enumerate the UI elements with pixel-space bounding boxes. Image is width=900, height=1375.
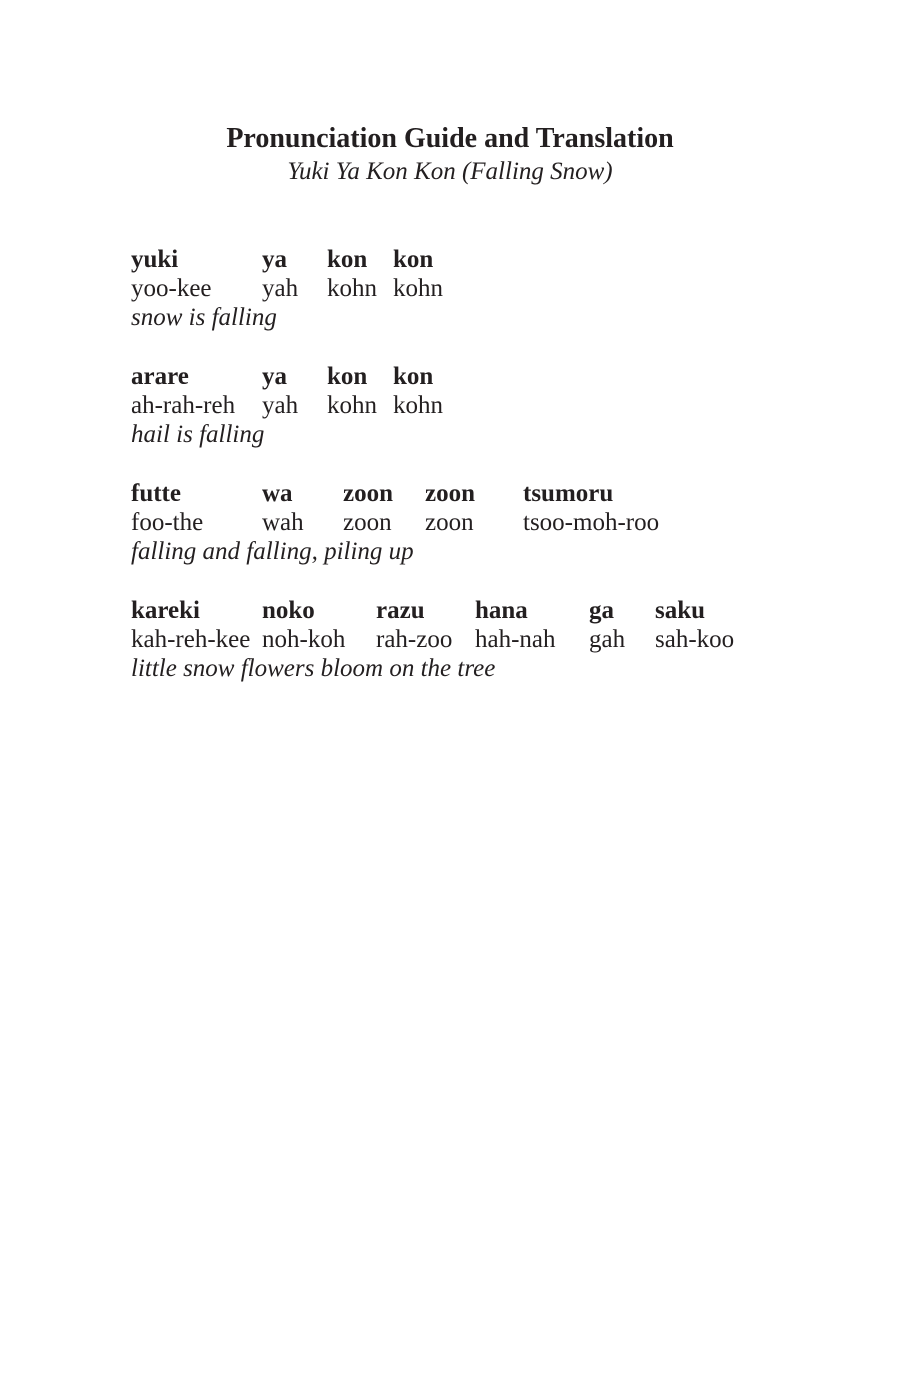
japanese-word: kon [393, 363, 434, 390]
translation-text: hail is falling [131, 421, 265, 448]
japanese-word: kon [327, 246, 368, 273]
page-title: Pronunciation Guide and Translation [226, 123, 674, 154]
pronunciation-word: kah-reh-kee [131, 626, 251, 653]
stanza-2 [131, 362, 831, 449]
japanese-word: noko [262, 597, 315, 624]
japanese-word: hana [475, 597, 528, 624]
japanese-words-row [131, 362, 831, 391]
japanese-words-row [131, 596, 831, 625]
pronunciation-word: tsoo-moh-roo [523, 509, 660, 536]
pronunciation-word: sah-koo [655, 626, 735, 653]
stanza-4 [131, 596, 831, 683]
translation-row [131, 537, 831, 566]
pronunciation-row [131, 391, 831, 420]
pronunciation-word: yah [262, 275, 299, 302]
pronunciation-word: noh-koh [262, 626, 346, 653]
pronunciation-word: yoo-kee [131, 275, 212, 302]
japanese-words-row [131, 479, 831, 508]
pronunciation-word: gah [589, 626, 626, 653]
pronunciation-word: kohn [393, 275, 443, 302]
japanese-word: razu [376, 597, 425, 624]
translation-text: falling and falling, piling up [131, 538, 414, 565]
pronunciation-word: ah-rah-reh [131, 392, 236, 419]
japanese-word: tsumoru [523, 480, 614, 507]
japanese-word: yuki [131, 246, 179, 273]
stanza-1 [131, 245, 831, 332]
japanese-word: zoon [425, 480, 475, 507]
pronunciation-word: zoon [343, 509, 392, 536]
pronunciation-word: kohn [393, 392, 443, 419]
song-subtitle: Yuki Ya Kon Kon (Falling Snow) [287, 158, 613, 185]
japanese-word: kon [393, 246, 434, 273]
stanza-3 [131, 479, 831, 566]
japanese-word: wa [262, 480, 293, 507]
pronunciation-word: kohn [327, 392, 377, 419]
japanese-word: zoon [343, 480, 393, 507]
japanese-word: ya [262, 246, 287, 273]
japanese-words-row [131, 245, 831, 274]
pronunciation-row [131, 625, 831, 654]
pronunciation-word: zoon [425, 509, 474, 536]
pronunciation-word: kohn [327, 275, 377, 302]
pronunciation-word: rah-zoo [376, 626, 453, 653]
translation-row [131, 420, 831, 449]
japanese-word: arare [131, 363, 189, 390]
japanese-word: ga [589, 597, 614, 624]
japanese-word: saku [655, 597, 706, 624]
pronunciation-word: hah-nah [475, 626, 556, 653]
japanese-word: kareki [131, 597, 200, 624]
pronunciation-word: yah [262, 392, 299, 419]
pronunciation-word: foo-the [131, 509, 204, 536]
translation-text: snow is falling [131, 304, 277, 331]
japanese-word: kon [327, 363, 368, 390]
pronunciation-row [131, 274, 831, 303]
pronunciation-row [131, 508, 831, 537]
japanese-word: futte [131, 480, 181, 507]
translation-text: little snow flowers bloom on the tree [131, 655, 496, 682]
pronunciation-word: wah [262, 509, 304, 536]
translation-row [131, 654, 831, 683]
japanese-word: ya [262, 363, 287, 390]
translation-row [131, 303, 831, 332]
